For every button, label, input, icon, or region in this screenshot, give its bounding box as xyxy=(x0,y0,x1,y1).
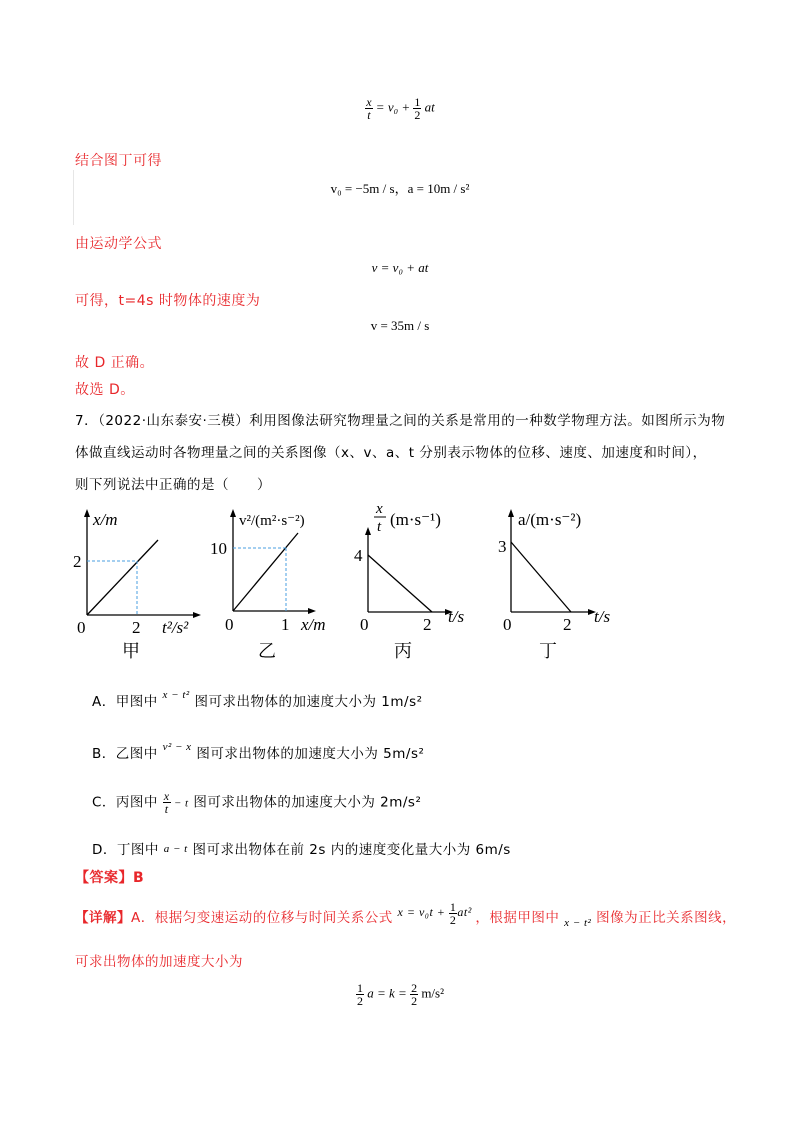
line-kinematics-formula: 由运动学公式 xyxy=(75,236,162,252)
equation-velocity: v = v₀ + at xyxy=(371,260,429,275)
option-b-prefix: B．乙图中 xyxy=(92,746,158,762)
fraction-denominator: t xyxy=(367,108,371,122)
option-d[interactable] xyxy=(92,838,511,858)
x-axis-label: t/s xyxy=(448,607,465,626)
equation-rhs: = v₀ + xyxy=(375,99,414,115)
y-axis-arrow xyxy=(365,527,371,535)
option-a[interactable] xyxy=(92,690,423,710)
answer-line: 【答案】B xyxy=(75,870,145,886)
y-axis-label-num: x xyxy=(376,501,383,517)
detail-text-3: 图像为正比关系图线， xyxy=(596,910,737,926)
equation-acceleration xyxy=(0,982,800,1007)
origin-label: 0 xyxy=(503,615,512,634)
fraction-half xyxy=(413,96,421,121)
detail-formula-head: x = v₀t + xyxy=(397,905,449,919)
graph-bing xyxy=(352,495,492,665)
option-b[interactable] xyxy=(92,742,424,762)
graph-caption: 丁 xyxy=(539,641,557,662)
x-tick-label: 1 xyxy=(281,615,290,634)
fraction-denominator: 2 xyxy=(411,994,418,1008)
equation-v0-a: v₀ = −5m / s，a = 10m / s² xyxy=(330,181,470,196)
equation-average-velocity xyxy=(0,96,800,121)
fraction-numerator: 1 xyxy=(414,95,421,109)
data-line xyxy=(368,555,432,612)
fraction-denominator: 2 xyxy=(356,994,363,1008)
fraction-denominator: t xyxy=(164,802,169,816)
line-d-correct: 故 D 正确。 xyxy=(75,355,155,371)
x-axis-arrow xyxy=(193,612,201,618)
option-a-suffix: 图可求出物体的加速度大小为 1m/s² xyxy=(194,694,423,710)
fraction-two-over-two xyxy=(410,982,418,1007)
detail-formula-tail: at² xyxy=(457,905,472,919)
origin-label: 0 xyxy=(77,618,86,637)
option-a-prefix: A．甲图中 xyxy=(92,694,158,710)
equation-unit: m/s² xyxy=(421,985,444,1001)
y-axis-label: x/m xyxy=(93,510,118,529)
y-axis-label-den: t xyxy=(377,519,382,535)
detail-text-1: A．根据匀变速运动的位移与时间关系公式 xyxy=(131,910,393,926)
y-axis-label: a/(m·s⁻²) xyxy=(518,510,582,529)
x-tick-label: 2 xyxy=(132,618,141,637)
equation-v-35: v = 35m / s xyxy=(370,318,430,333)
option-d-suffix: 图可求出物体在前 2s 内的速度变化量大小为 6m/s xyxy=(192,842,511,858)
fraction-numerator: 2 xyxy=(411,981,418,995)
margin-line xyxy=(73,170,74,225)
fraction-denominator: 2 xyxy=(414,108,421,122)
detail-text-2: ，根据甲图中 xyxy=(475,910,560,926)
option-c-formula-tail: − t xyxy=(170,797,189,810)
option-d-formula: a − t xyxy=(163,843,188,855)
detail-line-2: 可求出物体的加速度大小为 xyxy=(75,954,243,970)
data-line xyxy=(511,542,571,612)
question-line-1: 7．（2022·山东泰安·三模）利用图像法研究物理量之间的关系是常用的一种数学物理方法。如图所示为物 xyxy=(75,413,726,429)
x-axis-label: t²/s² xyxy=(162,618,189,637)
detail-graph-ref: x − t² xyxy=(564,917,592,929)
graph-yi xyxy=(210,505,350,665)
x-axis-arrow xyxy=(308,608,316,614)
detail-line-1 xyxy=(75,899,737,932)
fraction-x-over-t xyxy=(365,96,372,121)
option-c-suffix: 图可求出物体的加速度大小为 2m/s² xyxy=(193,794,422,811)
data-line xyxy=(87,540,158,615)
option-a-formula: x − t² xyxy=(162,689,190,701)
x-axis-label: t/s xyxy=(594,607,611,626)
fraction-numerator: x xyxy=(366,95,372,109)
fraction-half xyxy=(356,982,364,1007)
y-axis-arrow xyxy=(84,509,90,517)
line-combine-graph-d: 结合图丁可得 xyxy=(75,153,162,169)
fraction-denominator: 2 xyxy=(449,912,457,927)
x-axis-label: x/m xyxy=(301,615,326,634)
x-tick-label: 2 xyxy=(563,615,572,634)
question-line-3: 则下列说法中正确的是（ ） xyxy=(75,477,271,493)
graph-caption: 甲 xyxy=(122,641,140,662)
y-axis-label-unit: (m·s⁻¹) xyxy=(390,510,441,529)
y-tick-label: 4 xyxy=(354,546,363,565)
fraction-numerator: x xyxy=(163,789,170,803)
data-line xyxy=(233,533,298,611)
question-line-2: 体做直线运动时各物理量之间的关系图像（x、v、a、t 分别表示物体的位移、速度、加速度和时间）， xyxy=(75,445,707,461)
x-tick-label: 2 xyxy=(423,615,432,634)
option-d-prefix: D．丁图中 xyxy=(92,842,159,858)
detail-formula xyxy=(397,899,476,927)
line-choose-d: 故选 D。 xyxy=(75,382,135,398)
y-tick-label: 2 xyxy=(73,552,82,571)
option-c-prefix: C．丙图中 xyxy=(92,794,158,811)
fraction-numerator: 1 xyxy=(449,899,457,914)
equation-lhs-tail: a = k = xyxy=(367,985,411,1001)
y-axis-arrow xyxy=(230,509,236,517)
option-b-suffix: 图可求出物体的加速度大小为 5m/s² xyxy=(196,746,425,762)
y-tick-label: 10 xyxy=(210,539,227,558)
graph-jia xyxy=(60,505,210,665)
option-c[interactable] xyxy=(92,790,421,815)
graph-ding xyxy=(495,505,635,665)
y-axis-arrow xyxy=(508,509,514,517)
y-tick-label: 3 xyxy=(498,537,507,556)
y-axis-label: v²/(m²·s⁻²) xyxy=(239,513,305,529)
option-c-fraction xyxy=(163,790,171,815)
detail-tag: 【详解】 xyxy=(75,910,131,926)
line-result-t4: 可得，t=4s 时物体的速度为 xyxy=(75,293,261,309)
origin-label: 0 xyxy=(225,615,234,634)
graph-caption: 丙 xyxy=(394,641,412,662)
equation-tail: at xyxy=(424,99,435,115)
option-b-formula: v² − x xyxy=(162,741,192,753)
graph-caption: 乙 xyxy=(258,641,276,662)
origin-label: 0 xyxy=(360,615,369,634)
fraction-numerator: 1 xyxy=(356,981,363,995)
